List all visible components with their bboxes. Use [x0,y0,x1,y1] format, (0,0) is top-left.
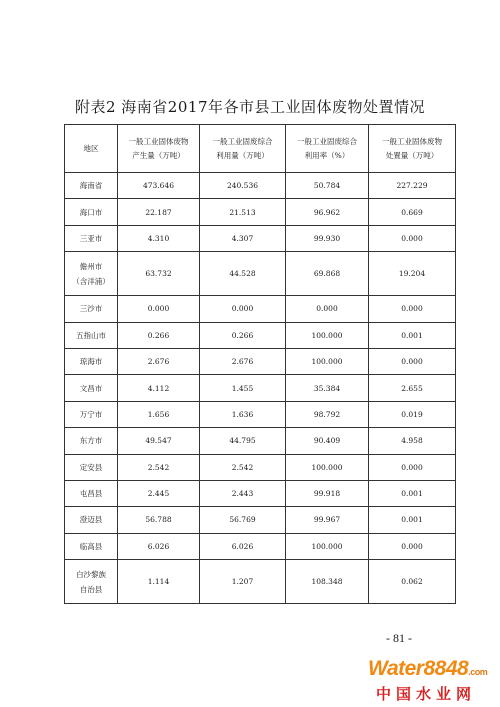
value-cell: 227.229 [369,173,456,199]
value-cell: 90.409 [286,428,369,454]
value-cell: 1.636 [200,401,286,427]
table-row [65,480,456,506]
watermark-brand [368,657,496,684]
region-name: 屯昌县 [79,489,103,499]
table-row [65,454,456,480]
value-cell: 4.112 [118,375,200,401]
region-name: 琼海市 [79,357,103,367]
value-cell: 0.062 [369,560,456,604]
value-cell: 0.019 [369,401,456,427]
value-cell: 0.266 [118,322,200,348]
value-cell: 100.000 [286,533,369,559]
value-cell: 2.542 [118,454,200,480]
value-cell: 0.000 [369,348,456,374]
value-cell: 6.026 [118,533,200,559]
column-header-line: 一般工业固废综合 [212,136,273,146]
region-name: 五指山市 [76,330,106,340]
value-cell: 22.187 [118,199,200,225]
watermark-brand-domain: .com [468,667,488,677]
table-row [65,225,456,251]
region-cell [65,507,118,533]
value-cell: 2.542 [200,454,286,480]
value-cell: 50.784 [286,173,369,199]
region-cell [65,533,118,559]
value-cell: 0.001 [369,480,456,506]
watermark-brand-cn: 中国水业网 [376,685,477,703]
value-cell: 473.646 [118,173,200,199]
region-name: 三亚市 [79,233,103,243]
table-row [65,296,456,322]
value-cell: 99.918 [286,480,369,506]
table-row [65,348,456,374]
value-cell: 0.000 [369,225,456,251]
value-cell: 0.000 [369,296,456,322]
value-cell: 6.026 [200,533,286,559]
table-row [65,401,456,427]
column-header-line: 处置量（万吨） [385,150,439,160]
value-cell: 1.455 [200,375,286,401]
value-cell: 99.967 [286,507,369,533]
column-header-line: 一般工业固体废物 [382,136,442,146]
value-cell: 100.000 [286,348,369,374]
region-name: 白沙黎族 [76,569,106,579]
table-row [65,560,456,604]
column-header [118,125,200,173]
region-cell [65,225,118,251]
region-name: 万宁市 [79,409,103,419]
value-cell: 2.443 [200,480,286,506]
table-row [65,375,456,401]
value-cell: 56.769 [200,507,286,533]
region-name: 临高县 [79,541,103,551]
value-cell: 2.655 [369,375,456,401]
column-header-line: 一般工业固废综合 [297,136,357,146]
value-cell: 49.547 [118,428,200,454]
region-cell [65,454,118,480]
value-cell: 240.536 [200,173,286,199]
column-header [65,125,118,173]
region-name: 澄迈县 [79,515,103,525]
table-row [65,428,456,454]
region-name: 定安县 [79,462,103,472]
column-header-line: 利用量（万吨） [216,150,269,160]
region-name: 海口市 [79,207,103,217]
value-cell: 1.207 [200,560,286,604]
table-row [65,322,456,348]
region-cell [65,375,118,401]
region-name: 海南省 [79,181,103,191]
value-cell: 0.000 [369,533,456,559]
region-name: 三沙市 [79,304,103,314]
value-cell: 108.348 [286,560,369,604]
site-watermark-logo [368,657,496,705]
table-row [65,199,456,225]
value-cell: 0.000 [369,454,456,480]
value-cell: 96.962 [286,199,369,225]
value-cell: 2.445 [118,480,200,506]
value-cell: 4.310 [118,225,200,251]
value-cell: 2.676 [118,348,200,374]
waste-disposal-table [64,124,456,604]
region-cell [65,428,118,454]
value-cell: 100.000 [286,322,369,348]
value-cell: 0.669 [369,199,456,225]
region-cell [65,560,118,604]
value-cell: 56.788 [118,507,200,533]
value-cell: 2.676 [200,348,286,374]
value-cell: 1.656 [118,401,200,427]
table-row [65,533,456,559]
region-cell [65,199,118,225]
region-cell [65,401,118,427]
column-header [200,125,286,173]
value-cell: 0.000 [118,296,200,322]
watermark-brand-main: Water8848 [368,657,469,680]
value-cell: 98.792 [286,401,369,427]
value-cell: 69.868 [286,252,369,296]
value-cell: 0.001 [369,507,456,533]
column-header [286,125,369,173]
region-name: 自治县 [79,584,103,594]
table-header-row [65,125,456,173]
column-header [369,125,456,173]
value-cell: 44.795 [200,428,286,454]
value-cell: 4.958 [369,428,456,454]
table-row [65,173,456,199]
page-number: - 81 - [386,631,412,645]
column-header-line: 一般工业固体废物 [128,136,189,146]
value-cell: 44.528 [200,252,286,296]
region-name: 文昌市 [79,383,103,393]
value-cell: 19.204 [369,252,456,296]
value-cell: 63.732 [118,252,200,296]
region-cell [65,348,118,374]
value-cell: 0.001 [369,322,456,348]
value-cell: 21.513 [200,199,286,225]
region-name: 儋州市 [79,261,103,271]
value-cell: 0.000 [200,296,286,322]
region-cell [65,252,118,296]
value-cell: 1.114 [118,560,200,604]
value-cell: 100.000 [286,454,369,480]
region-cell [65,322,118,348]
region-name: （含洋浦） [72,276,110,286]
value-cell: 0.000 [286,296,369,322]
table-row [65,507,456,533]
value-cell: 4.307 [200,225,286,251]
value-cell: 0.266 [200,322,286,348]
region-cell [65,173,118,199]
region-cell [65,480,118,506]
column-header-line: 利用率（%） [304,150,350,160]
table-row [65,252,456,296]
page-title: 附表2 海南省2017年各市县工业固体废物处置情况 [75,98,425,116]
value-cell: 35.384 [286,375,369,401]
value-cell: 99.930 [286,225,369,251]
column-header-line: 产生量（万吨） [132,150,185,160]
column-header-line: 地区 [83,143,99,153]
region-name: 东方市 [79,436,103,446]
region-cell [65,296,118,322]
